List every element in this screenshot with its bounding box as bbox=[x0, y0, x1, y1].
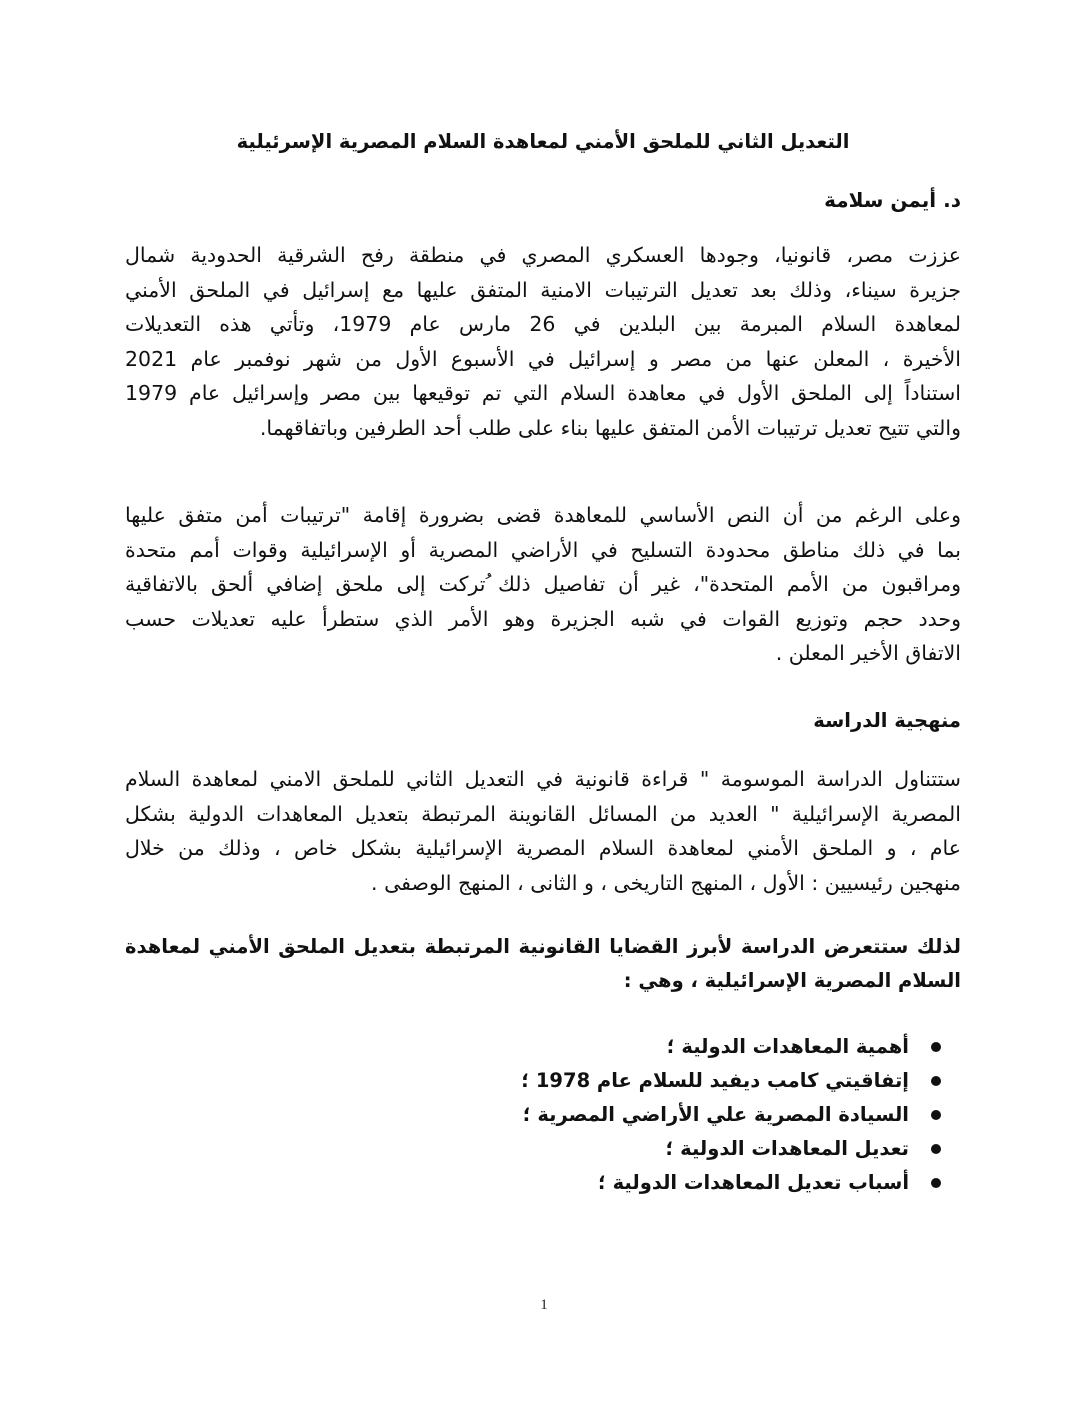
bullet-icon bbox=[931, 1110, 941, 1120]
text-line: استناداً إلى الملحق الأول في معاهدة السلام التي تم توقيعها بين مصر وإسرائيل عام 1979 bbox=[125, 381, 961, 406]
paragraph-topics-intro bbox=[125, 930, 961, 998]
bullet-icon bbox=[931, 1178, 941, 1188]
list-item-text: تعديل المعاهدات الدولية ؛ bbox=[665, 1137, 909, 1160]
text-line: وحدد حجم وتوزيع القوات في شبه الجزيرة وهو الأمر الذي ستطرأ عليه تعديلات حسب bbox=[125, 606, 961, 631]
text-line: لذلك ستتعرض الدراسة لأبرز القضايا القانونية المرتبطة بتعديل الملحق الأمني لمعاهدة bbox=[125, 935, 961, 958]
list-item-text: السيادة المصرية علي الأراضي المصرية ؛ bbox=[522, 1103, 909, 1126]
paragraph-methodology bbox=[125, 762, 961, 900]
bullet-icon bbox=[931, 1076, 941, 1086]
list-item bbox=[521, 1030, 941, 1064]
text-line: عززت مصر، قانونيا، وجودها العسكري المصري في منطقة رفح الشرقية الحدودية شمال bbox=[125, 243, 961, 267]
paragraph-intro bbox=[125, 238, 961, 446]
list-item bbox=[521, 1098, 941, 1132]
list-item bbox=[521, 1064, 941, 1098]
text-line: ومراقبون من الأمم المتحدة"، غير أن تفاصيل ذلك ُتركت إلى ملحق إضافي ألحق بالاتفاقية bbox=[125, 572, 961, 597]
text-line: والتي تتيح تعديل ترتيبات الأمن المتفق عليها بناء على طلب أحد الطرفين وباتفاقهما. bbox=[259, 415, 961, 440]
section-heading: منهجية الدراسة bbox=[813, 709, 961, 732]
text-line: عام ، و الملحق الأمني لمعاهدة السلام المصرية الإسرائيلية بشكل خاص ، وذلك من خلال bbox=[125, 836, 961, 861]
text-line: منهجين رئيسيين : الأول ، المنهج التاريخى ، و الثانى ، المنهج الوصفى . bbox=[371, 870, 961, 895]
list-item-text: أسباب تعديل المعاهدات الدولية ؛ bbox=[598, 1171, 909, 1194]
topics-list bbox=[521, 1030, 941, 1200]
list-item bbox=[521, 1132, 941, 1166]
bullet-icon bbox=[931, 1042, 941, 1052]
document-page bbox=[125, 0, 961, 1408]
document-title: التعديل الثاني للملحق الأمني لمعاهدة السلام المصرية الإسرئيلية bbox=[236, 130, 850, 153]
paragraph-background bbox=[125, 498, 961, 671]
text-line: ستتناول الدراسة الموسومة " قراءة قانونية في التعديل الثاني للملحق الامني لمعاهدة السلام bbox=[125, 767, 961, 791]
text-line: المصرية الإسرائيلية " العديد من المسائل القانوينة المرتبطة بتعديل المعاهدات الدولية بشكل bbox=[125, 801, 961, 826]
text-line: لمعاهدة السلام المبرمة بين البلدين في 26 مارس عام 1979، وتأتي هذه التعديلات bbox=[125, 312, 961, 337]
author-name: د. أيمن سلامة bbox=[824, 188, 961, 212]
text-line: وعلى الرغم من أن النص الأساسي للمعاهدة قضى بضرورة إقامة "ترتيبات أمن متفق عليها bbox=[125, 503, 961, 527]
list-item-text: إتفاقيتي كامب ديفيد للسلام عام 1978 ؛ bbox=[521, 1069, 909, 1092]
text-line: الاتفاق الأخير المعلن . bbox=[775, 641, 961, 666]
text-line: بما في ذلك مناطق محدودة التسليح في الأراضي المصرية أو الإسرائيلية وقوات أمم متحدة bbox=[125, 537, 961, 562]
text-line: جزيرة سيناء، وذلك بعد تعديل الترتيبات الامنية المتفق عليها مع إسرائيل في الملحق الأمني bbox=[125, 277, 961, 302]
list-item bbox=[521, 1166, 941, 1200]
bullet-icon bbox=[931, 1144, 941, 1154]
list-item-text: أهمية المعاهدات الدولية ؛ bbox=[666, 1035, 909, 1058]
text-line: السلام المصرية الإسرائيلية ، وهي : bbox=[623, 969, 961, 992]
page-number: 1 bbox=[540, 1297, 548, 1313]
text-line: الأخيرة ، المعلن عنها من مصر و إسرائيل في الأسبوع الأول من شهر نوفمبر عام 2021 bbox=[125, 346, 961, 371]
